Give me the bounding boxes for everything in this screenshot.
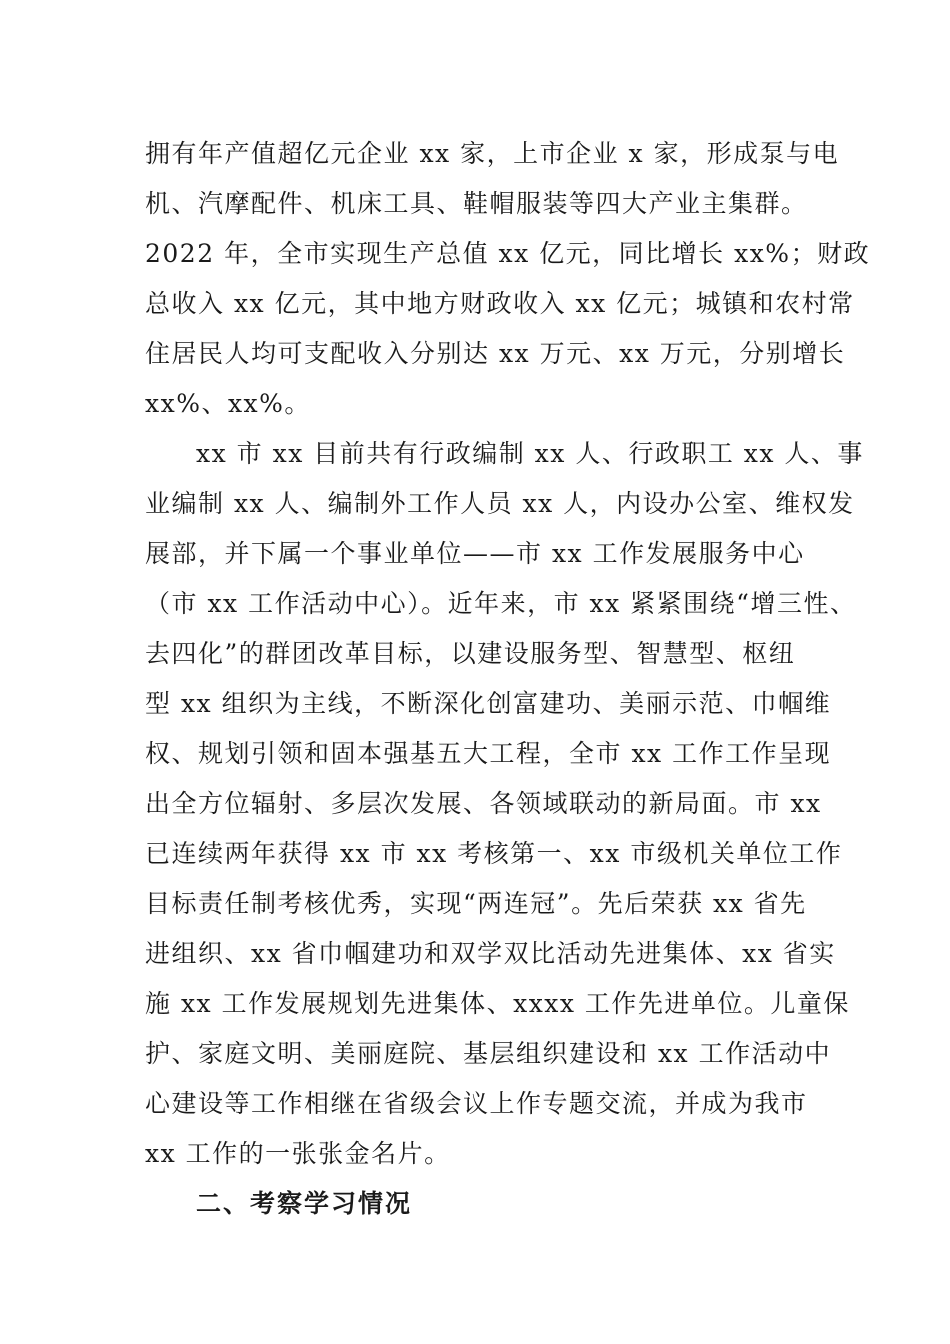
paragraph-1-line-3: 2022 年，全市实现生产总值 xx 亿元，同比增长 xx%；财政 bbox=[145, 239, 871, 268]
section-heading: 二、考察学习情况 bbox=[196, 1189, 413, 1218]
paragraph-2-line-10: 目标责任制考核优秀，实现“两连冠”。先后荣获 xx 省先 bbox=[145, 889, 807, 918]
paragraph-2-line-6: 型 xx 组织为主线，不断深化创富建功、美丽示范、巾帼维 bbox=[145, 689, 832, 718]
paragraph-2-line-5: 去四化”的群团改革目标，以建设服务型、智慧型、枢纽 bbox=[145, 639, 796, 668]
paragraph-1-line-6: xx%、xx%。 bbox=[145, 389, 311, 418]
paragraph-1-line-2: 机、汽摩配件、机床工具、鞋帽服装等四大产业主集群。 bbox=[145, 189, 808, 218]
paragraph-1-line-4: 总收入 xx 亿元，其中地方财政收入 xx 亿元；城镇和农村常 bbox=[145, 289, 855, 318]
paragraph-2-line-12: 施 xx 工作发展规划先进集体、xxxx 工作先进单位。儿童保 bbox=[145, 989, 850, 1018]
paragraph-2-line-11: 进组织、xx 省巾帼建功和双学双比活动先进集体、xx 省实 bbox=[145, 939, 836, 968]
paragraph-2-line-14: 心建设等工作相继在省级会议上作专题交流，并成为我市 bbox=[145, 1089, 808, 1118]
paragraph-2-line-1: xx 市 xx 目前共有行政编制 xx 人、行政职工 xx 人、事 bbox=[196, 439, 864, 468]
paragraph-2-line-8: 出全方位辐射、多层次发展、各领域联动的新局面。市 xx bbox=[145, 789, 822, 818]
paragraph-2-line-3: 展部，并下属一个事业单位——市 xx 工作发展服务中心 bbox=[145, 539, 805, 568]
paragraph-2-line-7: 权、规划引领和固本强基五大工程，全市 xx 工作工作呈现 bbox=[145, 739, 832, 768]
paragraph-2-line-13: 护、家庭文明、美丽庭院、基层组织建设和 xx 工作活动中 bbox=[145, 1039, 832, 1068]
paragraph-2-line-15: xx 工作的一张张金名片。 bbox=[145, 1139, 451, 1168]
paragraph-1-line-1: 拥有年产值超亿元企业 xx 家，上市企业 x 家，形成泵与电 bbox=[145, 139, 840, 168]
paragraph-1-line-5: 住居民人均可支配收入分别达 xx 万元、xx 万元，分别增长 bbox=[145, 339, 846, 368]
paragraph-2-line-4: （市 xx 工作活动中心）。近年来，市 xx 紧紧围绕“增三性、 bbox=[145, 589, 857, 618]
paragraph-2-line-9: 已连续两年获得 xx 市 xx 考核第一、xx 市级机关单位工作 bbox=[145, 839, 843, 868]
paragraph-2-line-2: 业编制 xx 人、编制外工作人员 xx 人，内设办公室、维权发 bbox=[145, 489, 855, 518]
